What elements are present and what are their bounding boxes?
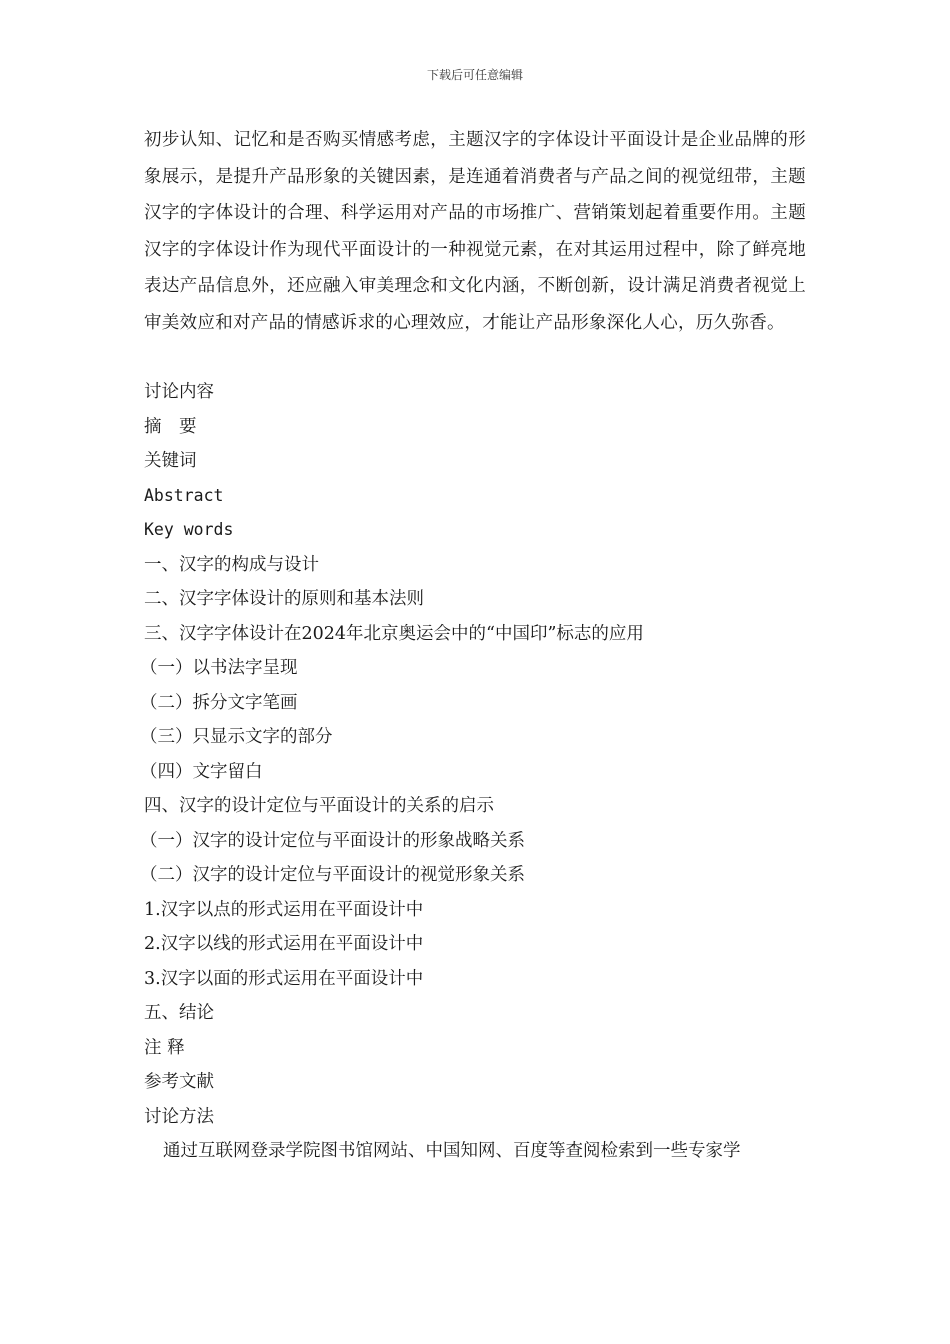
toc-item-section-4-2: （二）汉字的设计定位与平面设计的视觉形象关系	[140, 865, 525, 885]
toc-item-section-4: 四、汉字的设计定位与平面设计的关系的启示	[144, 796, 494, 816]
toc-item-section-3-2: （二）拆分文字笔画	[140, 692, 298, 713]
intro-line: 其运用过程中，除了鲜亮地表达产品信息外，还应融入审美理念和文化内涵，	[144, 239, 806, 296]
toc-item-section-4-1: （一）汉字的设计定位与平面设计的形象战略关系	[140, 830, 525, 851]
toc-item-keywords-cn: 关键词	[144, 451, 197, 471]
page-header: 下载后可任意编辑	[426, 68, 523, 82]
toc-item-research-method: 讨论方法	[144, 1106, 214, 1127]
toc-item-section-4-2-1: 1.汉字以点的形式运用在平面设计中	[144, 899, 424, 920]
intro-line: 初步认知、记忆和是否购买情感考虑，主题汉字的字体设计平面设计是企业品	[144, 130, 753, 150]
toc-item-section-3-3: （三）只显示文字的部分	[140, 727, 333, 747]
toc-item-section-4-2-2: 2.汉字以线的形式运用在平面设计中	[144, 934, 424, 954]
section-gap	[144, 341, 806, 375]
intro-line: 不断创新，设计满足消费者视觉上审美效应和对产品的情感诉求的心理效应，	[144, 276, 806, 333]
toc-item-section-4-2-3: 3.汉字以面的形式运用在平面设计中	[144, 968, 424, 989]
toc-item-section-2: 二、汉字字体设计的原则和基本法则	[144, 589, 424, 609]
toc-item-notes: 注 释	[144, 1037, 185, 1058]
intro-line: 才能让产品形象深化人心，历久弥香。	[482, 312, 785, 333]
toc-item-keywords-en: Key words	[144, 520, 234, 539]
intro-line: 牌的形象展示，是提升产品形象的关键因素，是连通着消费者与产品之间的视	[144, 130, 806, 187]
toc-item-section-3-4: （四）文字留白	[140, 761, 263, 782]
intro-line: 起着重要作用。主题汉字的字体设计作为现代平面设计的一种视觉元素，在对	[144, 203, 806, 260]
table-of-contents	[140, 375, 806, 1134]
toc-item-research-content: 讨论内容	[144, 382, 214, 402]
toc-item-abstract-en: Abstract	[144, 485, 224, 505]
toc-item-abstract-cn: 摘 要	[144, 416, 197, 437]
toc-item-section-1: 一、汉字的构成与设计	[144, 554, 319, 575]
toc-item-references: 参考文献	[144, 1072, 214, 1092]
intro-paragraph	[144, 122, 806, 341]
document-body	[140, 122, 806, 1169]
method-paragraph: 通过互联网登录学院图书馆网站、中国知网、百度等查阅检索到一些专家学	[163, 1141, 741, 1161]
toc-item-section-3-1: （一）以书法字呈现	[140, 658, 298, 678]
toc-item-section-5: 五、结论	[144, 1003, 214, 1023]
toc-item-section-3: 三、汉字字体设计在2024年北京奥运会中的“中国印”标志的应用	[144, 623, 644, 644]
intro-line: 觉纽带，主题汉字的字体设计的合理、科学运用对产品的市场推广、营销策划	[144, 166, 806, 223]
